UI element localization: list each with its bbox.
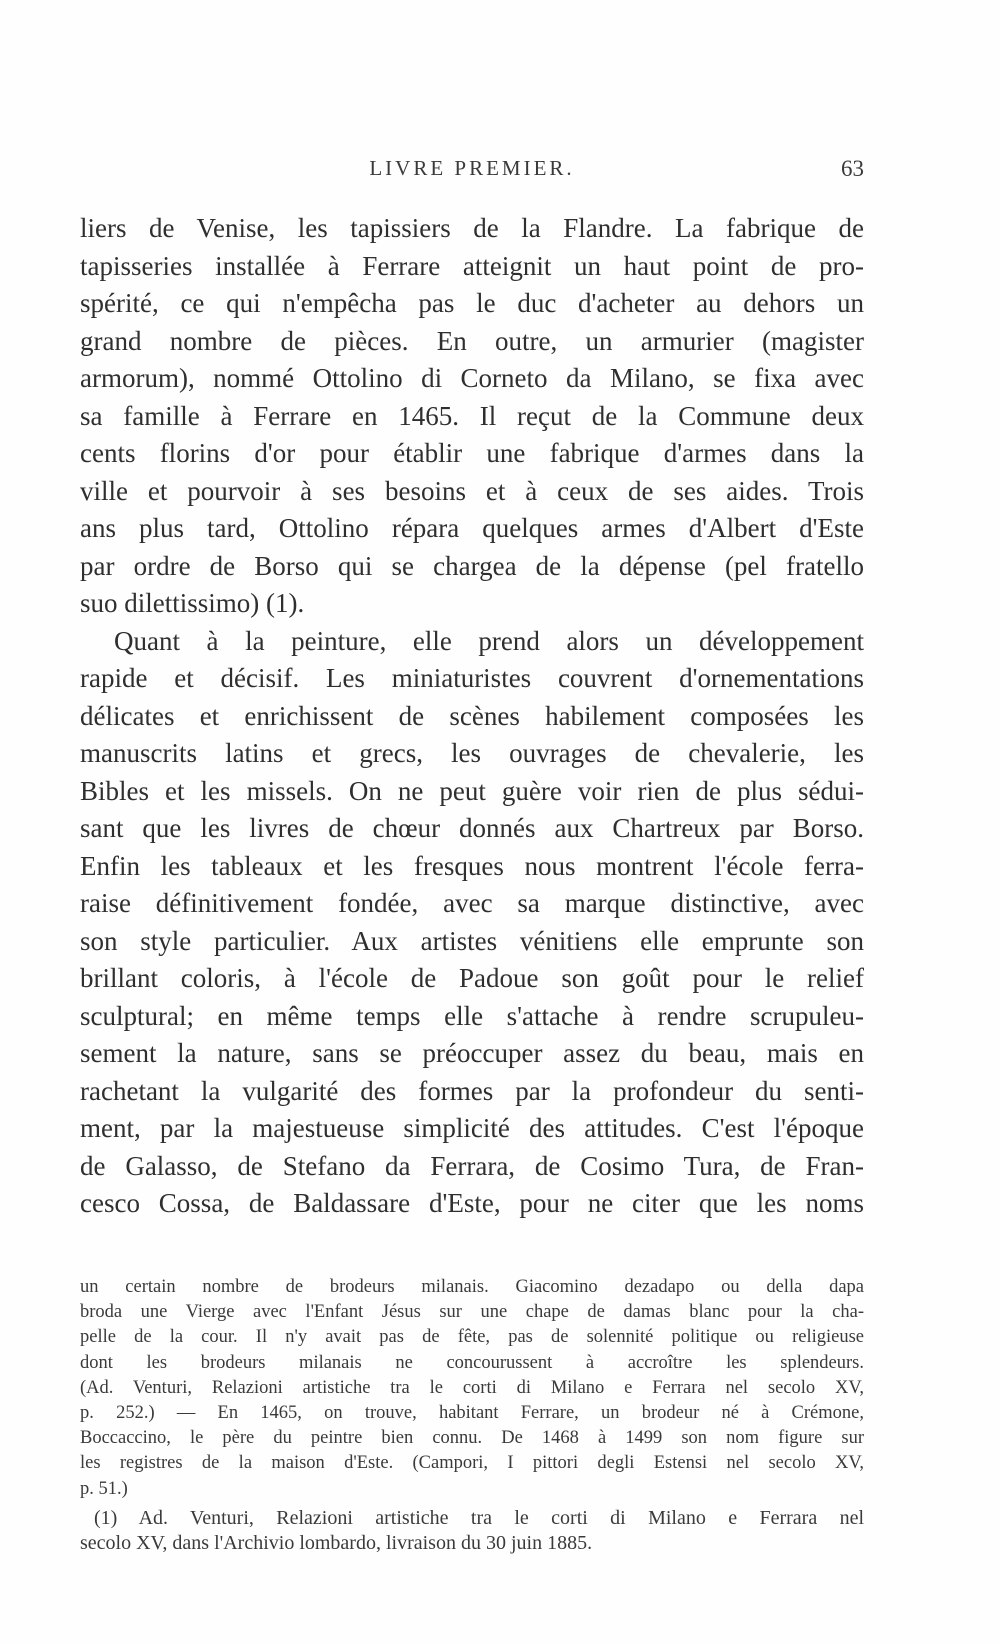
- footnote-line: dont les brodeurs milanais ne concourussent à accroître les splendeurs.: [80, 1352, 864, 1373]
- footnote-line: p. 51.): [80, 1478, 128, 1499]
- footnote-line: broda une Vierge avec l'Enfant Jésus sur une chape de damas blanc pour la cha-: [80, 1302, 864, 1323]
- text-line: rapide et décisif. Les miniaturistes couvrent d'ornementations: [80, 663, 864, 693]
- footnote-line: pelle de la cour. Il n'y avait pas de fête, pas de solennité politique ou religieuse: [80, 1327, 864, 1348]
- text-line: cents florins d'or pour établir une fabrique d'armes dans la: [80, 438, 864, 468]
- text-line: brillant coloris, à l'école de Padoue son goût pour le relief: [80, 963, 864, 993]
- footnote-line: les registres de la maison d'Este. (Campori, I pittori degli Estensi nel secolo XV,: [80, 1453, 864, 1474]
- text-line: Bibles et les missels. On ne peut guère voir rien de plus sédui-: [80, 775, 864, 806]
- paragraph-start-line: Quant à la peinture, elle prend alors un développement: [114, 625, 864, 656]
- text-line: cesco Cossa, de Baldassare d'Este, pour ne citer que les noms: [80, 1188, 864, 1218]
- text-line: armorum), nommé Ottolino di Corneto da Milano, se fixa avec: [80, 363, 864, 393]
- text-line: liers de Venise, les tapissiers de la Flandre. La fabrique de: [80, 213, 864, 243]
- page-number: 63: [841, 156, 864, 181]
- running-head: LIVRE PREMIER.: [369, 156, 575, 180]
- text-line: de Galasso, de Stefano da Ferrara, de Cosimo Tura, de Fran-: [80, 1150, 864, 1181]
- text-line: Enfin les tableaux et les fresques nous montrent l'école ferra-: [80, 850, 864, 881]
- text-line: sant que les livres de chœur donnés aux Chartreux par Borso.: [80, 813, 864, 843]
- text-line: son style particulier. Aux artistes vénitiens elle emprunte son: [80, 925, 864, 956]
- text-line: spérité, ce qui n'empêcha pas le duc d'acheter au dehors un: [80, 288, 864, 318]
- text-line: rachetant la vulgarité des formes par la profondeur du senti-: [80, 1075, 864, 1106]
- text-line: tapisseries installée à Ferrare atteignit un haut point de pro-: [80, 250, 864, 281]
- footnote-continued: [80, 1275, 864, 1502]
- text-line: délicates et enrichissent de scènes habilement composées les: [80, 700, 864, 731]
- text-line: sa famille à Ferrare en 1465. Il reçut de la Commune deux: [80, 400, 864, 431]
- footnote-line: Boccaccino, le père du peintre bien connu. De 1468 à 1499 son nom figure sur: [80, 1428, 864, 1449]
- footnotes: [80, 1275, 864, 1556]
- text-line: sculptural; en même temps elle s'attache à rendre scrupuleu-: [80, 1000, 864, 1031]
- footnote-line: secolo XV, dans l'Archivio lombardo, livraison du 30 juin 1885.: [80, 1531, 593, 1554]
- text-line: suo dilettissimo) (1).: [80, 588, 305, 618]
- text-line: ans plus tard, Ottolino répara quelques armes d'Albert d'Este: [80, 513, 864, 543]
- page-header: [80, 156, 864, 186]
- text-line: ment, par la majestueuse simplicité des attitudes. C'est l'époque: [80, 1113, 864, 1143]
- footnote-line: (1) Ad. Venturi, Relazioni artistiche tra le corti di Milano e Ferrara nel: [94, 1506, 864, 1529]
- text-line: ville et pourvoir à ses besoins et à ceux de ses aides. Trois: [80, 475, 864, 506]
- text-line: manuscrits latins et grecs, les ouvrages de chevalerie, les: [80, 738, 864, 768]
- footnote-line: p. 252.) — En 1465, on trouve, habitant Ferrare, un brodeur né à Crémone,: [80, 1402, 864, 1423]
- text-line: raise définitivement fondée, avec sa marque distinctive, avec: [80, 888, 864, 918]
- text-line: grand nombre de pièces. En outre, un armurier (magister: [80, 325, 864, 356]
- footnote-line: (Ad. Venturi, Relazioni artistiche tra le corti di Milano e Ferrara nel secolo XV,: [80, 1377, 864, 1398]
- main-text: [80, 210, 864, 1223]
- footnote-1: [80, 1506, 864, 1556]
- text-line: par ordre de Borso qui se chargea de la dépense (pel fratello: [80, 550, 864, 581]
- text-line: sement la nature, sans se préoccuper assez du beau, mais en: [80, 1038, 864, 1068]
- footnote-line: un certain nombre de brodeurs milanais. Giacomino dezadapo ou della dapa: [80, 1277, 864, 1297]
